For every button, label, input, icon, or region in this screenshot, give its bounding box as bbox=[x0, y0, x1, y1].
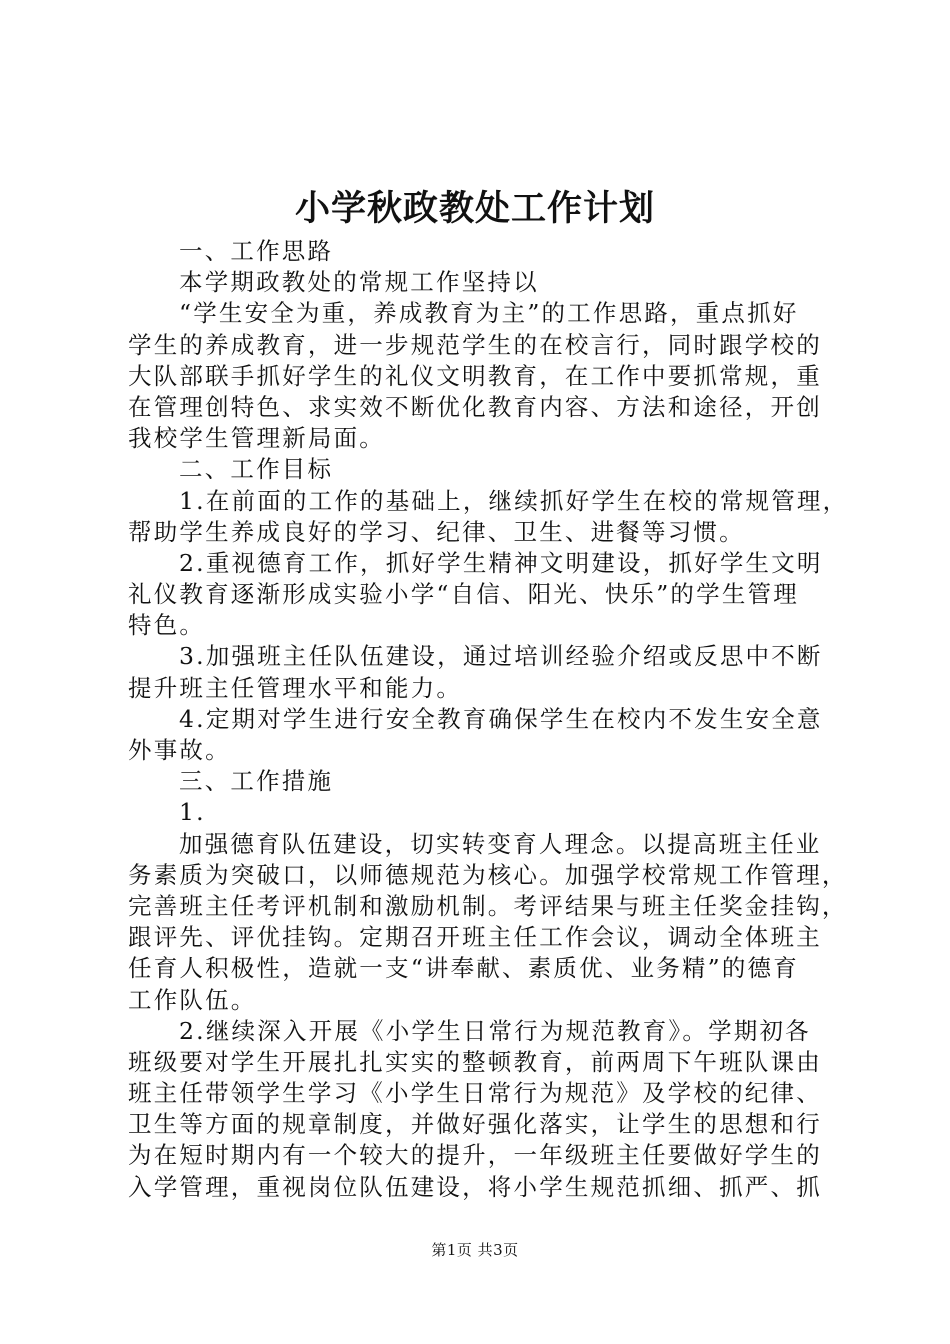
text-line: 加强德育队伍建设，切实转变育人理念。以提高班主任业 bbox=[179, 829, 822, 858]
text-line: 为在短时期内有一个较大的提升，一年级班主任要做好学生的 bbox=[128, 1141, 822, 1170]
text-line: 务素质为突破口，以师德规范为核心。加强学校常规工作管理， bbox=[128, 860, 848, 889]
document-body bbox=[128, 236, 849, 1203]
text-line: 2.重视德育工作，抓好学生精神文明建设，抓好学生文明 bbox=[179, 548, 823, 577]
text-line: 礼仪教育逐渐形成实验小学“自信、阳光、快乐”的学生管理 bbox=[128, 580, 799, 609]
page-footer: 第1页 共3页 bbox=[431, 1241, 519, 1259]
text-line: 跟评先、评优挂钩。定期召开班主任工作会议，调动全体班主 bbox=[128, 923, 822, 952]
text-line: 班级要对学生开展扎扎实实的整顿教育，前两周下午班队课由 bbox=[128, 1047, 822, 1076]
text-line: 完善班主任考评机制和激励机制。考评结果与班主任奖金挂钩， bbox=[128, 891, 848, 920]
text-line: 大队部联手抓好学生的礼仪文明教育，在工作中要抓常规，重 bbox=[128, 361, 822, 390]
text-line: 4.定期对学生进行安全教育确保学生在校内不发生安全意 bbox=[179, 704, 823, 733]
text-line: 提升班主任管理水平和能力。 bbox=[128, 673, 463, 702]
text-line: 特色。 bbox=[128, 611, 206, 640]
text-line: 班主任带领学生学习《小学生日常行为规范》及学校的纪律、 bbox=[128, 1079, 822, 1108]
text-line: 在管理创特色、求实效不断优化教育内容、方法和途径，开创 bbox=[128, 392, 822, 421]
text-line: 帮助学生养成良好的学习、纪律、卫生、进餐等习惯。 bbox=[128, 517, 745, 546]
text-line: 任育人积极性，造就一支“讲奉献、素质优、业务精”的德育 bbox=[128, 954, 799, 983]
text-line: 1.在前面的工作的基础上，继续抓好学生在校的常规管理， bbox=[179, 486, 849, 515]
text-line: 工作队伍。 bbox=[128, 985, 257, 1014]
text-line: 2.继续深入开展《小学生日常行为规范教育》。学期初各 bbox=[179, 1016, 811, 1045]
text-line: 卫生等方面的规章制度，并做好强化落实，让学生的思想和行 bbox=[128, 1110, 822, 1139]
text-line: 入学管理，重视岗位队伍建设，将小学生规范抓细、抓严、抓 bbox=[128, 1172, 822, 1201]
text-line: 一、工作思路 bbox=[179, 237, 334, 265]
text-line: 本学期政教处的常规工作坚持以 bbox=[179, 268, 539, 297]
text-line: 外事故。 bbox=[128, 736, 231, 764]
text-line: 我校学生管理新局面。 bbox=[128, 424, 385, 453]
text-line: 二、工作目标 bbox=[179, 455, 334, 484]
text-line: “学生安全为重，养成教育为主”的工作思路，重点抓好 bbox=[179, 299, 799, 328]
text-line: 学生的养成教育，进一步规范学生的在校言行，同时跟学校的 bbox=[128, 330, 822, 359]
text-line: 三、工作措施 bbox=[179, 767, 334, 796]
text-line: 3.加强班主任队伍建设，通过培训经验介绍或反思中不断 bbox=[179, 642, 823, 671]
document-title: 小学秋政教处工作计划 bbox=[294, 188, 655, 229]
text-line: 1. bbox=[179, 798, 206, 827]
